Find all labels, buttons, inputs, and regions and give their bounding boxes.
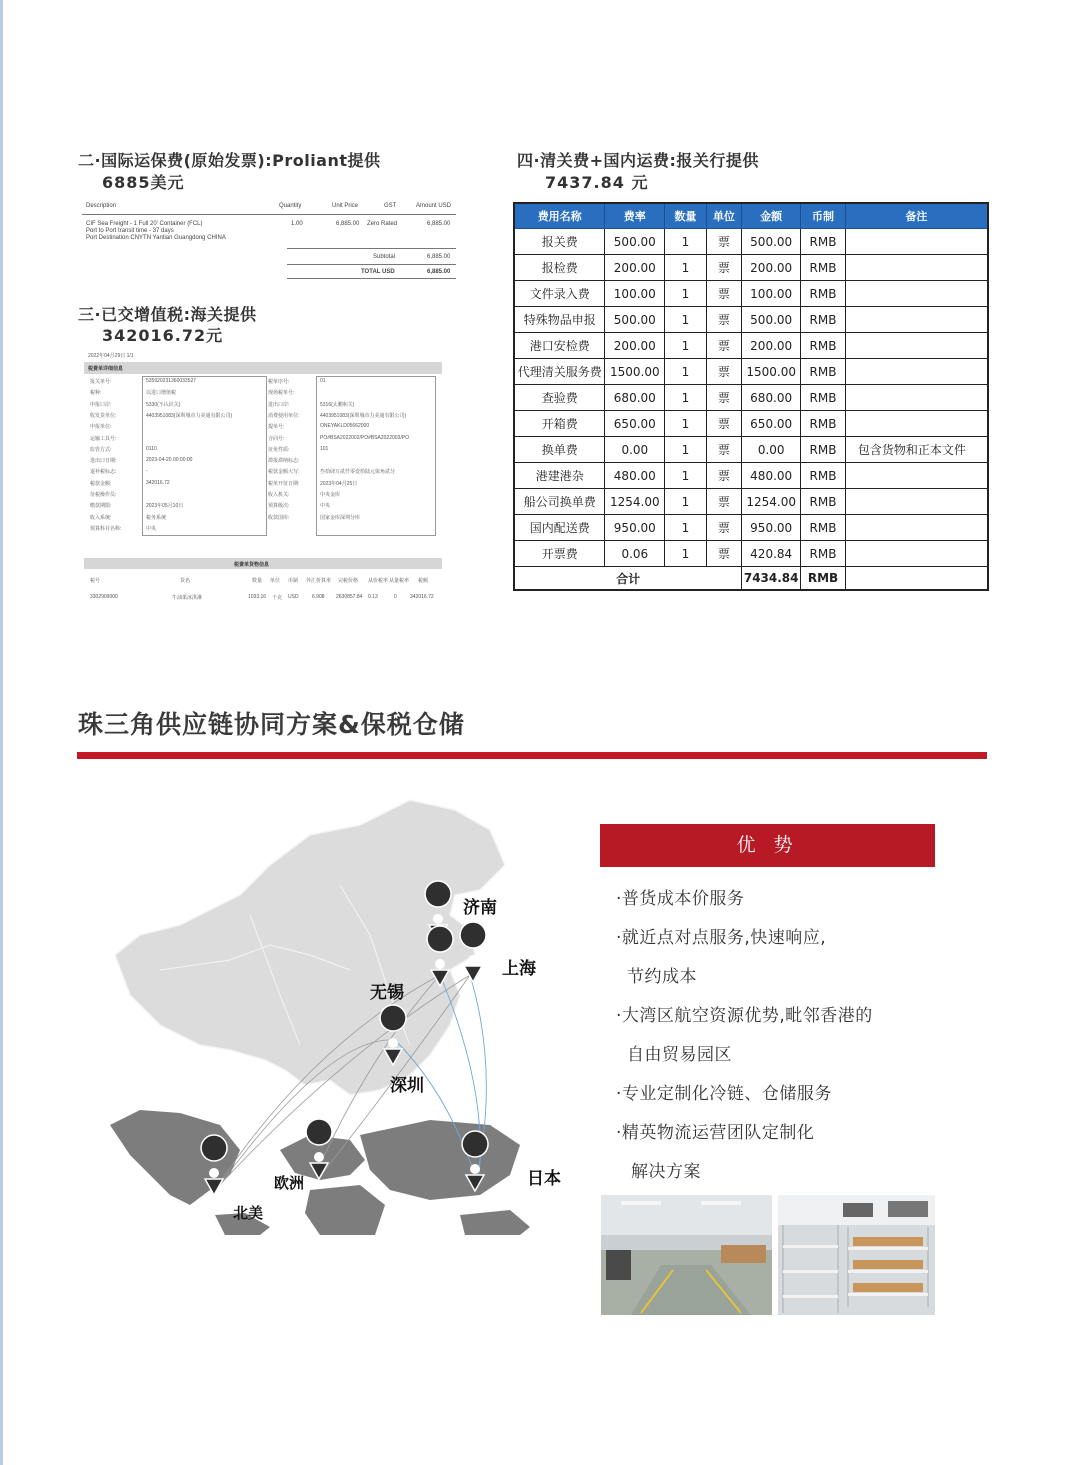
section3-title: 三·已交增值税:海关提供 — [78, 305, 257, 324]
fee-cell: 查验费 — [514, 385, 605, 411]
fee-cell: 100.00 — [742, 281, 801, 307]
goods-cell: 0.13 — [368, 594, 378, 600]
fee-cell: 票 — [706, 411, 742, 437]
fee-cell: 500.00 — [605, 229, 665, 255]
fee-cell: 1 — [665, 333, 706, 359]
fee-cell — [845, 463, 988, 489]
fee-row — [514, 307, 988, 333]
fee-cell: 票 — [706, 515, 742, 541]
title-underline — [77, 752, 987, 759]
tax-form-label: 合同号: — [268, 435, 285, 442]
fee-cell: 1 — [665, 307, 706, 333]
fee-cell: 包含货物和正本文件 — [845, 437, 988, 463]
fee-row — [514, 515, 988, 541]
tax-form-value: 5316(太鹏和关) — [320, 401, 355, 408]
page-title: 珠三角供应链协同方案&保税仓储 — [78, 710, 465, 739]
africa-shape — [305, 1185, 385, 1235]
fee-cell: 1 — [665, 411, 706, 437]
page-edge-bar — [0, 0, 3, 1465]
goods-title: 税费单货物信息 — [234, 562, 270, 568]
freight-invoice — [82, 203, 456, 279]
fee-cell: 1 — [665, 515, 706, 541]
tax-form-label: 预算级次: — [268, 503, 290, 510]
section2-title: 二·国际运保费(原始发票):Proliant提供 — [78, 151, 381, 170]
fee-cell — [845, 229, 988, 255]
invoice-total-label: TOTAL USD — [361, 269, 395, 275]
goods-header: 从价税率 — [368, 578, 389, 584]
tax-form-value: 叁拾肆万贰仟零壹拾陆元柒角贰分 — [320, 469, 396, 476]
advantage-item: 节约成本 — [627, 967, 697, 987]
goods-cell: 2630857.84 — [336, 594, 363, 600]
fee-table — [513, 202, 989, 591]
fee-cell: 票 — [706, 385, 742, 411]
fee-total-currency: RMB — [801, 567, 846, 591]
goods-cell: 0 — [394, 594, 397, 600]
tax-form-label: 征税操作员: — [90, 492, 117, 498]
tax-form-label: 退补税标志: — [90, 469, 117, 476]
tax-form-value: 中央 — [320, 503, 331, 510]
tax-form-label: 预算科目名称: — [90, 525, 122, 532]
fee-cell: 开箱费 — [514, 411, 605, 437]
tax-form-value: 01 — [320, 378, 326, 384]
fee-cell: 500.00 — [605, 307, 665, 333]
fee-cell: 650.00 — [605, 411, 665, 437]
advantage-item: ·大湾区航空资源优势,毗邻香港的 — [616, 1006, 873, 1026]
fee-cell: 代理清关服务费 — [514, 359, 605, 385]
fee-cell — [845, 307, 988, 333]
fee-cell: 1 — [665, 463, 706, 489]
fee-row — [514, 411, 988, 437]
fee-cell — [845, 541, 988, 567]
invoice-unit-price: 6,885.00 — [336, 221, 360, 227]
section4-amount: 7437.84 元 — [545, 173, 649, 192]
fee-total-note — [845, 567, 988, 591]
city-label-japan: 日本 — [527, 1169, 561, 1189]
fee-cell: 票 — [706, 229, 742, 255]
fee-row — [514, 359, 988, 385]
fee-cell: 1 — [665, 489, 706, 515]
goods-header: 完税价格 — [338, 578, 359, 584]
tax-form-label: 缴款期限: — [90, 503, 112, 510]
fee-cell: 票 — [706, 281, 742, 307]
fee-cell — [845, 411, 988, 437]
fee-row — [514, 281, 988, 307]
tax-form-value: 中央金库 — [320, 492, 341, 498]
tax-form-label: 申报口岸: — [90, 401, 112, 408]
goods-header: 单位 — [270, 578, 281, 584]
fee-cell: 500.00 — [742, 229, 801, 255]
fee-cell: 1 — [665, 385, 706, 411]
fee-cell: 文件录入费 — [514, 281, 605, 307]
advantage-item: 自由贸易园区 — [627, 1045, 732, 1065]
tax-form-value: 国家金库深圳分库 — [320, 514, 361, 521]
fee-cell — [845, 333, 988, 359]
fee-header: 币制 — [801, 203, 846, 229]
fee-cell: 港建港杂 — [514, 463, 605, 489]
fee-cell: 480.00 — [742, 463, 801, 489]
tax-form-value: 535920231360033527 — [146, 378, 197, 384]
fee-total-label: 合计 — [514, 567, 742, 591]
fee-cell: RMB — [801, 515, 846, 541]
advantages-list — [616, 880, 956, 1192]
invoice-gst: Zero Rated — [367, 221, 398, 227]
fee-cell: 票 — [706, 463, 742, 489]
fee-header: 金额 — [742, 203, 801, 229]
fee-cell: 1 — [665, 437, 706, 463]
goods-header: 数量 — [252, 578, 263, 584]
tax-form-label: 进出口岸: — [268, 401, 290, 408]
fee-cell — [845, 385, 988, 411]
section2-amount: 6885美元 — [102, 173, 185, 192]
fee-cell — [845, 359, 988, 385]
invoice-header-quantity: Quantity — [279, 203, 302, 209]
advantage-item: ·专业定制化冷链、仓储服务 — [616, 1084, 832, 1104]
fee-cell: 1500.00 — [605, 359, 665, 385]
fee-cell: RMB — [801, 359, 846, 385]
tax-form-label: 报关单号: — [90, 379, 112, 385]
fee-cell: 1500.00 — [742, 359, 801, 385]
tax-form-value: 342016.72 — [146, 479, 170, 486]
fee-cell: RMB — [801, 281, 846, 307]
tax-form-label: 征免性质: — [268, 446, 290, 453]
tax-form-value: 2023年05月10日 — [146, 503, 184, 510]
fee-cell: 1 — [665, 229, 706, 255]
invoice-desc-line: Port to Port transit time - 37 days — [86, 228, 174, 234]
tax-receipt-form — [84, 348, 442, 608]
fee-cell: 1 — [665, 541, 706, 567]
fee-cell: 1 — [665, 359, 706, 385]
goods-cell: 1033.16 — [248, 594, 267, 600]
fee-cell — [845, 489, 988, 515]
fee-cell: 票 — [706, 307, 742, 333]
tax-form-label: 税单序号: — [268, 379, 290, 385]
fee-cell: 国内配送费 — [514, 515, 605, 541]
goods-cell: 3302909000 — [90, 594, 118, 600]
invoice-desc-line: Port Destination CNYTN Yantian Guangdong CHINA — [86, 235, 226, 241]
tax-form-label: 收款国库: — [268, 514, 290, 521]
tax-form-value: PO#BSA2022002/PO#BSA2022003/PO — [320, 434, 409, 441]
goods-cell: 6.908 — [312, 594, 325, 600]
goods-cell: USD — [288, 594, 299, 600]
tax-form-value: 税务系统 — [146, 514, 167, 521]
goods-header: 货名 — [180, 578, 191, 584]
tax-form-value: 中央 — [146, 525, 157, 532]
fee-cell: 1254.00 — [605, 489, 665, 515]
australia-shape — [460, 1210, 530, 1235]
tax-form-value: 以进口增值税 — [146, 390, 177, 397]
fee-cell: 200.00 — [742, 333, 801, 359]
fee-header: 费用名称 — [514, 203, 605, 229]
fee-total-amount: 7434.84 — [742, 567, 801, 591]
tax-form-label: 消费使用单位: — [268, 412, 300, 419]
fee-total-row — [514, 567, 988, 591]
fee-cell: 680.00 — [742, 385, 801, 411]
fee-cell: RMB — [801, 489, 846, 515]
fee-cell: 200.00 — [605, 255, 665, 281]
fee-header: 单位 — [706, 203, 742, 229]
fee-cell: 票 — [706, 255, 742, 281]
invoice-subtotal-label: Subtotal — [373, 254, 396, 260]
tax-form-value: 4403951083(深圳城市力美通有限公司) — [146, 412, 233, 419]
tax-form-value: 0110 — [146, 445, 157, 452]
warehouse-photo-2 — [778, 1195, 935, 1315]
goods-header: 税号 — [90, 578, 101, 584]
advantage-item: ·精英物流运营团队定制化 — [616, 1123, 815, 1143]
fee-row — [514, 385, 988, 411]
tax-form-header-bar — [84, 362, 442, 374]
invoice-desc-line: CIF Sea Freight - 1 Full 20' Container (FCL) — [86, 221, 203, 227]
tax-form-label: 申报单位: — [90, 424, 112, 431]
fee-header: 数量 — [665, 203, 706, 229]
invoice-header-description: Description — [86, 203, 117, 209]
fee-cell — [845, 281, 988, 307]
advantage-item: ·就近点对点服务,快速响应, — [616, 928, 827, 948]
fee-cell: 船公司换单费 — [514, 489, 605, 515]
goods-header: 从量税率 — [389, 578, 410, 584]
asia-shape — [360, 1120, 520, 1200]
fee-cell: RMB — [801, 463, 846, 489]
goods-cell: 牛油果冰淇淋 — [172, 595, 203, 601]
invoice-total: 6,885.00 — [427, 269, 451, 275]
fee-row — [514, 541, 988, 567]
fee-cell: 1 — [665, 255, 706, 281]
tax-form-value: ONEYAKLD05662000 — [320, 423, 370, 430]
invoice-header-gst: GST — [384, 203, 397, 209]
tax-form-label: 收入机关: — [268, 492, 290, 498]
tax-form-label: 进出口日期: — [90, 458, 117, 465]
fee-row — [514, 437, 988, 463]
city-label-europe: 欧洲 — [274, 1174, 305, 1192]
invoice-rule — [287, 278, 456, 279]
advantages-title: 优 势 — [600, 824, 935, 867]
fee-cell: 200.00 — [742, 255, 801, 281]
city-label-north-america: 北美 — [233, 1204, 264, 1222]
tax-form-date: 2022年04月29日 1/1 — [88, 353, 134, 359]
advantage-item: ·普货成本价服务 — [616, 889, 745, 909]
invoice-header-unit-price: Unit Price — [332, 203, 359, 209]
goods-cell: 千克 — [272, 595, 283, 601]
fee-cell: 票 — [706, 333, 742, 359]
goods-header: 外汇折算率 — [306, 578, 332, 584]
fee-cell: 票 — [706, 541, 742, 567]
tax-form-label: 提单号: — [268, 424, 285, 431]
fee-cell — [845, 255, 988, 281]
fee-cell: 报关费 — [514, 229, 605, 255]
fee-cell: 1 — [665, 281, 706, 307]
fee-header: 费率 — [605, 203, 665, 229]
fee-cell: 100.00 — [605, 281, 665, 307]
invoice-rule — [287, 248, 456, 249]
fee-row — [514, 463, 988, 489]
fee-cell: 680.00 — [605, 385, 665, 411]
city-label-shanghai: 上海 — [502, 959, 536, 979]
fee-cell: RMB — [801, 541, 846, 567]
fee-row — [514, 333, 988, 359]
fee-cell: 0.00 — [742, 437, 801, 463]
tax-form-label: 收入系统: — [90, 514, 112, 521]
invoice-header-rule — [82, 214, 456, 215]
tax-form-value: 2023-04-20 00:00:00 — [146, 457, 193, 464]
fee-cell: RMB — [801, 255, 846, 281]
fee-cell: RMB — [801, 333, 846, 359]
tax-form-label: 收发货单位: — [90, 412, 117, 419]
tax-form-value: 2023年04月25日 — [320, 480, 358, 487]
fee-cell: 换单费 — [514, 437, 605, 463]
goods-header: 币制 — [288, 578, 299, 584]
fee-cell — [845, 515, 988, 541]
invoice-header-amount: Amount USD — [416, 203, 452, 209]
city-label-shenzhen: 深圳 — [390, 1076, 424, 1096]
fee-cell: 950.00 — [605, 515, 665, 541]
tax-form-label: 监管方式: — [90, 446, 112, 453]
city-label-wuxi: 无锡 — [370, 983, 404, 1003]
fee-cell: 票 — [706, 437, 742, 463]
fee-cell: 420.84 — [742, 541, 801, 567]
fee-cell: 票 — [706, 489, 742, 515]
fee-header: 备注 — [845, 203, 988, 229]
fee-cell: 500.00 — [742, 307, 801, 333]
fee-cell: 650.00 — [742, 411, 801, 437]
fee-table-header-row — [514, 203, 988, 229]
fee-cell: 开票费 — [514, 541, 605, 567]
fee-cell: RMB — [801, 229, 846, 255]
tax-form-label: 滞报滞纳标志: — [268, 458, 300, 465]
fee-cell: RMB — [801, 411, 846, 437]
invoice-amount: 6,885.00 — [427, 221, 451, 227]
city-label-jinan: 济南 — [463, 898, 497, 918]
fee-cell: 报检费 — [514, 255, 605, 281]
tax-form-label: 税单开征日期: — [268, 480, 300, 487]
tax-form-value: 101 — [320, 445, 329, 452]
section4-title: 四·清关费+国内运费:报关行提供 — [517, 151, 759, 170]
tax-form-value: - — [146, 468, 148, 475]
fee-cell: 480.00 — [605, 463, 665, 489]
fee-cell: 港口安检费 — [514, 333, 605, 359]
logistics-map — [110, 795, 580, 1235]
tax-form-label: 税款金额大写: — [268, 469, 300, 476]
tax-form-label: 运输工具号: — [90, 435, 117, 442]
fee-cell: 1254.00 — [742, 489, 801, 515]
tax-form-value: 4403951083(深圳城市力美通有限公司) — [320, 412, 407, 419]
fee-row — [514, 255, 988, 281]
tax-form-label: 现场税单号: — [268, 390, 295, 397]
goods-cell: 342016.72 — [410, 594, 434, 600]
warehouse-photo-1 — [601, 1195, 772, 1315]
section3-amount: 342016.72元 — [102, 326, 224, 345]
invoice-subtotal: 6,885.00 — [427, 254, 451, 260]
fee-cell: RMB — [801, 385, 846, 411]
fee-cell: RMB — [801, 307, 846, 333]
fee-cell: 特殊物品申报 — [514, 307, 605, 333]
invoice-rule — [287, 264, 456, 265]
tax-form-value: 5330(不认识关) — [146, 401, 181, 408]
fee-cell: 200.00 — [605, 333, 665, 359]
advantage-item: 解决方案 — [631, 1162, 701, 1182]
tax-form-header: 税费单详细信息 — [88, 366, 124, 372]
fee-cell: 0.00 — [605, 437, 665, 463]
fee-cell: RMB — [801, 437, 846, 463]
fee-cell: 0.06 — [605, 541, 665, 567]
goods-header: 税额 — [418, 578, 429, 584]
fee-cell: 950.00 — [742, 515, 801, 541]
invoice-quantity: 1.00 — [291, 221, 303, 227]
fee-cell: 票 — [706, 359, 742, 385]
fee-row — [514, 489, 988, 515]
fee-row — [514, 229, 988, 255]
tax-form-label: 税种: — [90, 390, 102, 397]
tax-form-label: 税款金额: — [90, 480, 112, 487]
